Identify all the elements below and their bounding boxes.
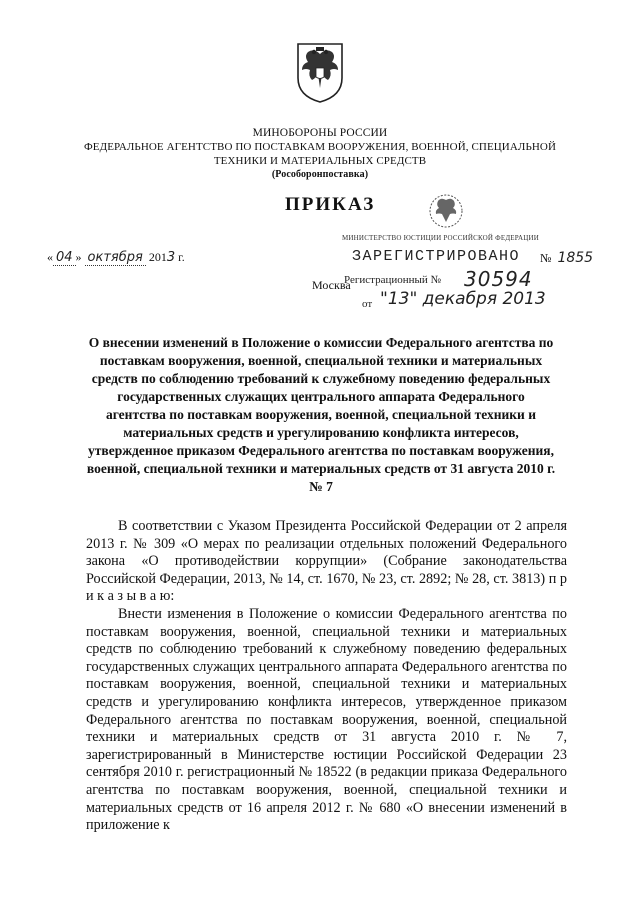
agency-name-line2: ТЕХНИКИ И МАТЕРИАЛЬНЫХ СРЕДСТВ [213,155,427,167]
date-month: октября [85,250,146,266]
body-paragraph-1: В соответствии с Указом Президента Российской Федерации от 2 апреля 2013 г. № 309 «О мерах по реализации отдельных положений Федерального закона «О противодействии коррупции» (Собрание законодательства Российской Федерации, 2013, № 14, ст. 1670, № 23, ст. 2892; № 28, ст. 3813) п р и к а з ы в а ю: [86,518,567,605]
stamp-date-value: "13" декабря 2013 [380,289,546,309]
order-number [540,250,596,266]
registration-stamp [342,190,546,320]
document-title: О внесении изменений в Положение о комиссии Федерального агентства по поставкам вооружения, военной, специальной техники и материальных средств по соблюдению требований к служебному поведению федеральных государственных служащих центрального аппарата Федерального агентства по поставкам вооружения, военной, специальной техники и материальных средств и урегулированию конфликта интересов, утвержденное приказом Федерального агентства по поставкам вооружения, военной, специальной техники и материальных средств от 31 августа 2010 г. № 7 [86,335,556,494]
order-number-value: 1855 [557,250,594,266]
date-year-prefix: 201 [148,250,167,264]
document-body [86,518,567,835]
document-type: ПРИКАЗ [285,194,376,215]
stamp-date-label: от [362,298,373,310]
order-date: « 04 » октября 2013 г. [47,250,185,265]
ministry-name: МИНОБОРОНЫ РОССИИ [252,127,388,139]
coat-of-arms-icon [294,38,346,104]
body-paragraph-2: Внести изменения в Положение о комиссии Федерального агентства по поставкам вооружения, военной, специальной техники и материальных средств по соблюдению требований к служебному поведению федеральных государственных служащих центрального аппарата Федерального агентства по поставкам вооружения, военной, специальной техники и материальных средств и урегулированию конфликта интересов, утвержденное приказом Федерального агентства по поставкам вооружения, военной, специальной техники и материальных средств от 31 августа 2010 г. № 7, зарегистрированный в Министерстве юстиции Российской Федерации 23 сентября 2010 г. регистрационный № 18522 (в редакции приказа Федерального агентства по поставкам вооружения, военной, специальной техники и материальных средств от 16 апреля 2012 г. № 680 «О внесении изменений в приложение к [86,605,567,834]
date-year-suffix: г. [178,250,185,264]
order-number-sign: № [540,251,552,265]
agency-short-name: (Рособоронпоставка) [271,169,369,180]
stamp-ministry: МИНИСТЕРСТВО ЮСТИЦИИ РОССИЙСКОЙ ФЕДЕРАЦИИ [342,234,539,242]
stamp-regno-value: 30594 [464,267,533,291]
date-day: 04 [53,250,76,266]
date-year-digit: 3 [166,250,176,265]
city: Москва [312,278,351,292]
stamp-registered: ЗАРЕГИСТРИРОВАНО [352,248,521,265]
stamp-seal-icon [426,192,466,230]
stamp-regno-label: Регистрационный № [344,274,442,286]
agency-name-line1: ФЕДЕРАЛЬНОЕ АГЕНТСТВО ПО ПОСТАВКАМ ВООРУЖЕНИЯ, ВОЕННОЙ, СПЕЦИАЛЬНОЙ [83,141,557,153]
